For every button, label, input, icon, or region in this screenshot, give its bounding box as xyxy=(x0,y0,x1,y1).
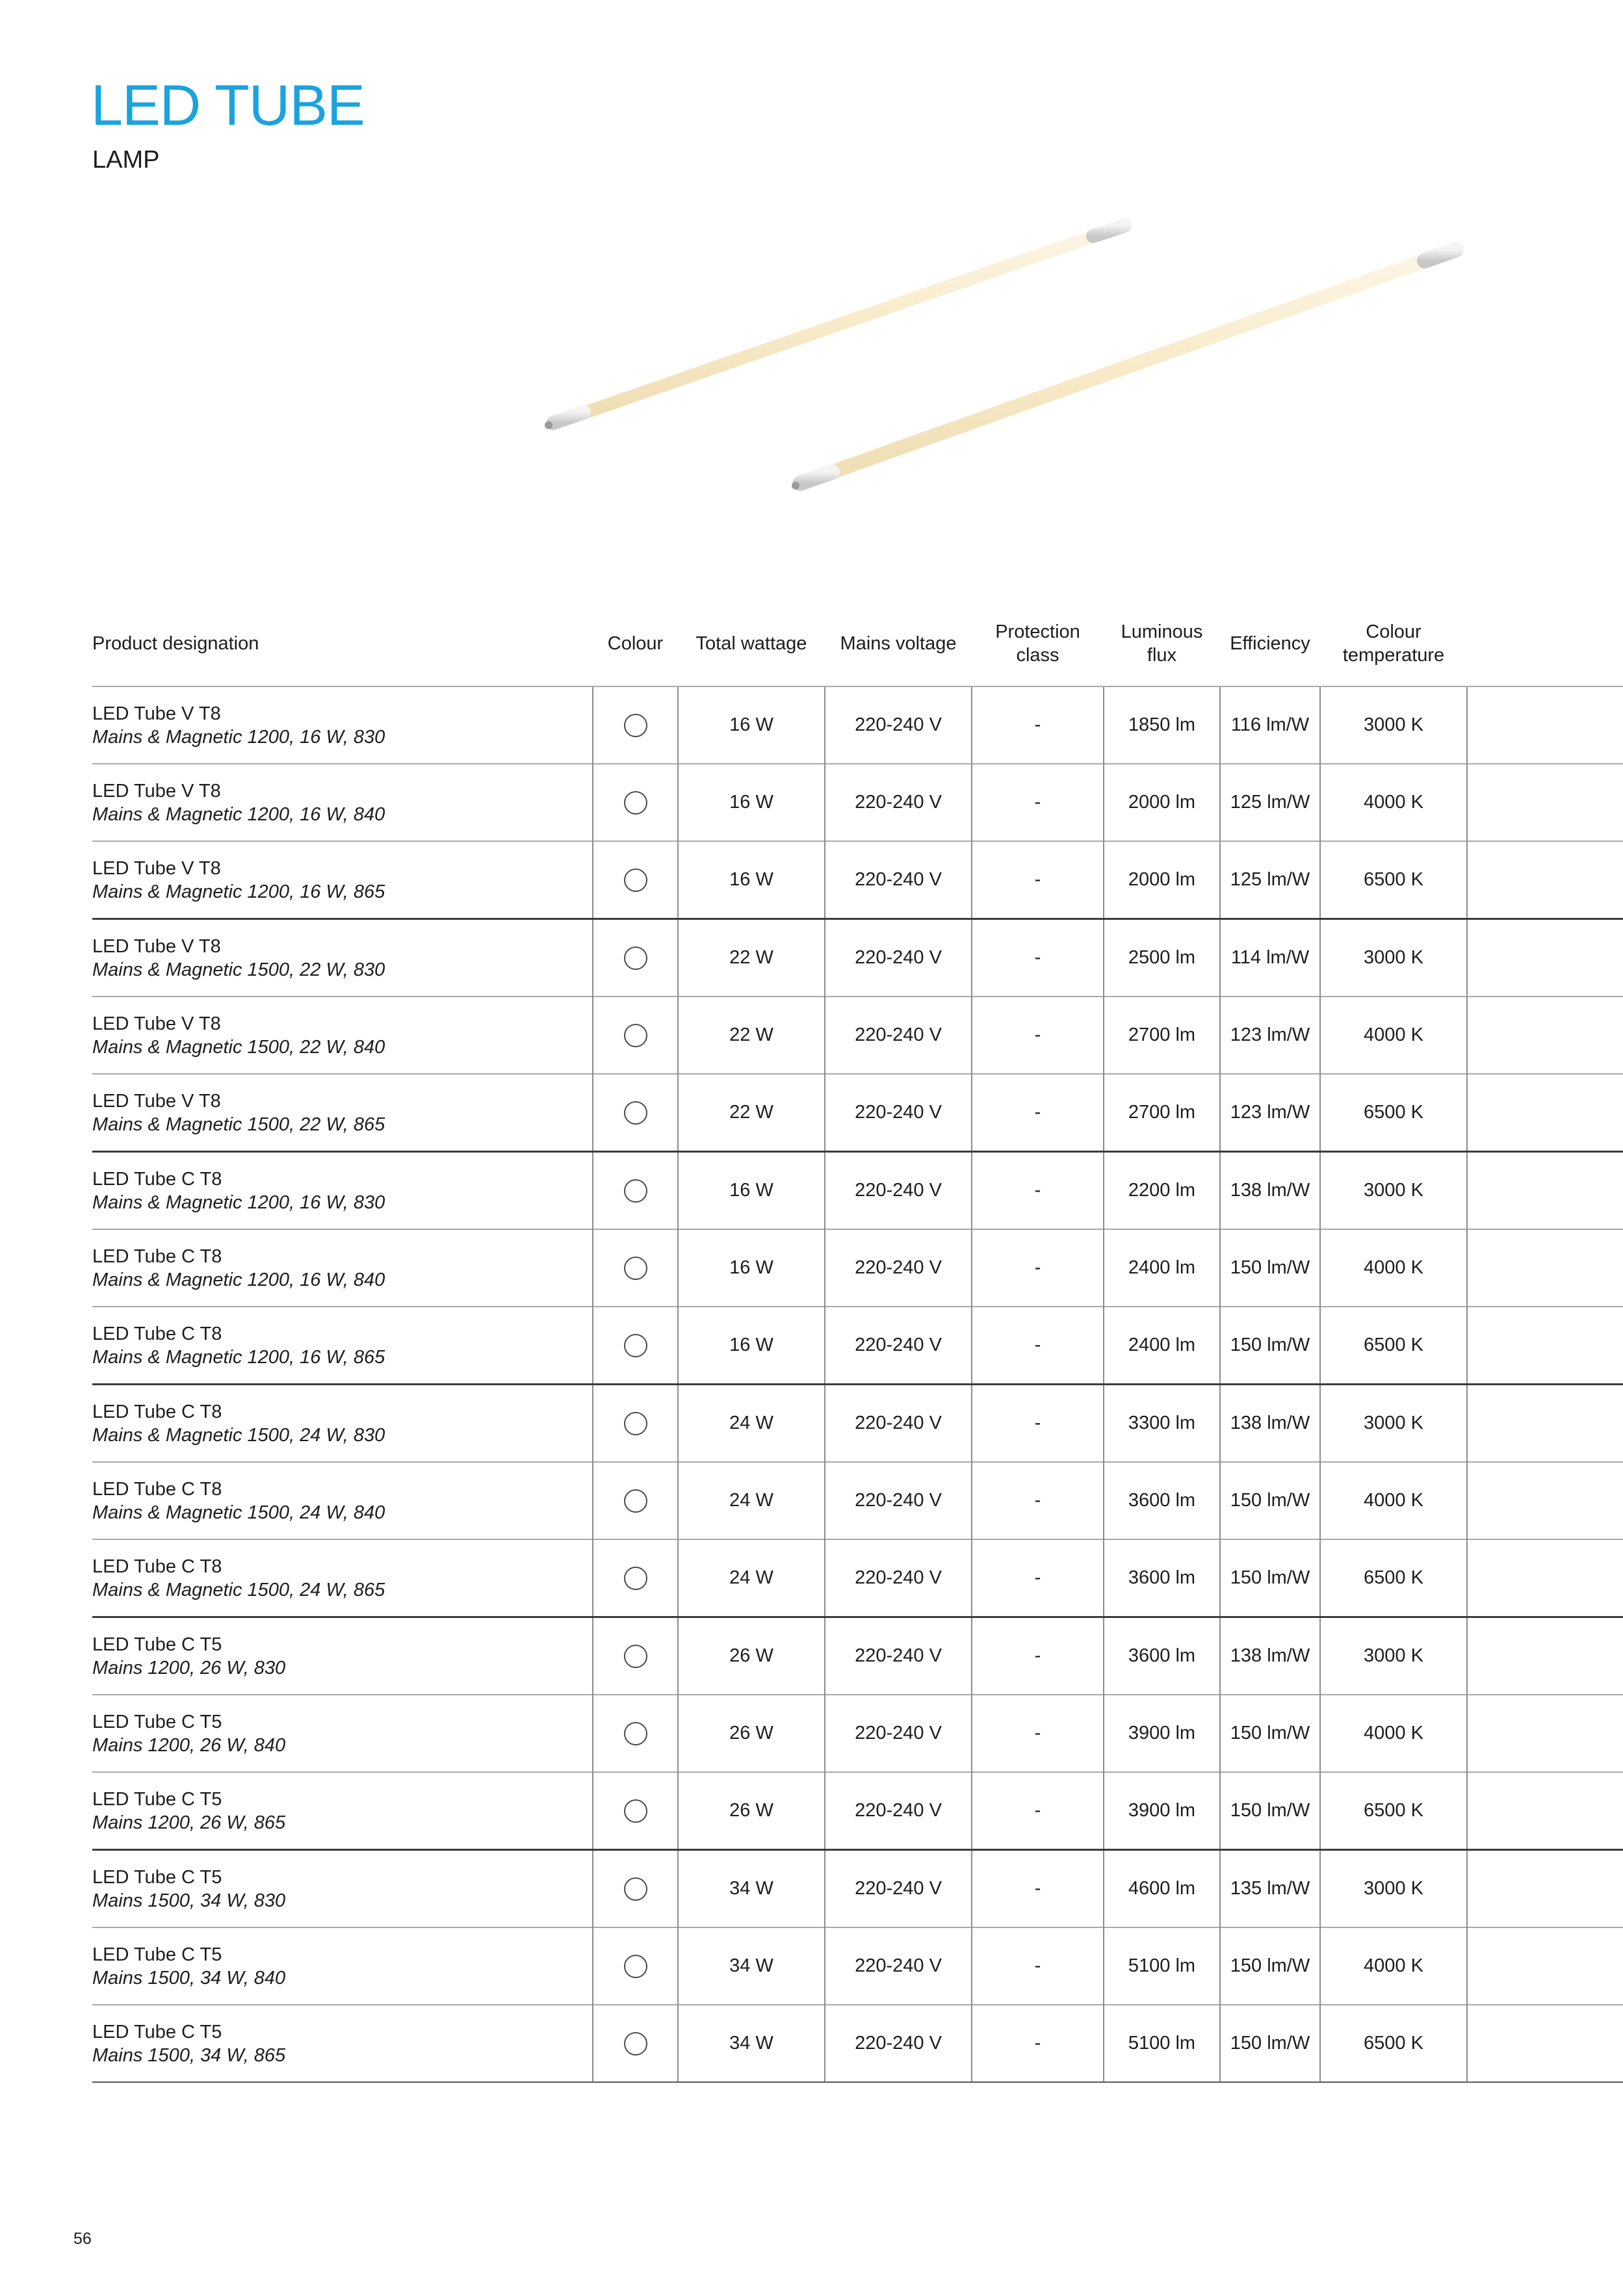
col-header-flux: Luminous flux xyxy=(1121,621,1203,666)
efficiency-cell: 123 lm/W xyxy=(1220,1074,1320,1152)
product-name: LED Tube C T8 xyxy=(92,1478,222,1500)
protection-cell: - xyxy=(972,1617,1104,1695)
product-cell xyxy=(92,1695,593,1772)
colour-swatch-icon xyxy=(624,714,647,737)
flux-cell: 3600 lm xyxy=(1104,1617,1220,1695)
wattage-cell: 22 W xyxy=(678,997,825,1074)
colour-cell xyxy=(593,1695,678,1772)
empty-cell xyxy=(1467,919,1623,997)
product-cell xyxy=(92,1927,593,2005)
colour-cell xyxy=(593,1152,678,1230)
colour-cell xyxy=(593,1462,678,1539)
cct-cell: 4000 K xyxy=(1320,1462,1467,1539)
product-cell xyxy=(92,919,593,997)
flux-cell: 3900 lm xyxy=(1104,1772,1220,1850)
efficiency-cell: 150 lm/W xyxy=(1220,1927,1320,2005)
table-row xyxy=(92,841,1623,919)
product-name: LED Tube C T5 xyxy=(92,2021,222,2042)
wattage-cell: 26 W xyxy=(678,1772,825,1850)
colour-swatch-icon xyxy=(624,1567,647,1590)
cct-cell: 4000 K xyxy=(1320,1927,1467,2005)
cct-cell: 6500 K xyxy=(1320,841,1467,919)
voltage-cell: 220-240 V xyxy=(825,997,972,1074)
colour-cell xyxy=(593,1772,678,1850)
voltage-cell: 220-240 V xyxy=(825,2005,972,2082)
wattage-cell: 16 W xyxy=(678,764,825,841)
empty-cell xyxy=(1467,1462,1623,1539)
flux-cell: 2000 lm xyxy=(1104,764,1220,841)
product-name: LED Tube C T8 xyxy=(92,1168,222,1190)
protection-cell: - xyxy=(972,1850,1104,1928)
cct-cell: 6500 K xyxy=(1320,1772,1467,1850)
efficiency-cell: 138 lm/W xyxy=(1220,1152,1320,1230)
table-row xyxy=(92,1695,1623,1772)
empty-cell xyxy=(1467,1772,1623,1850)
empty-cell xyxy=(1467,1385,1623,1463)
cct-cell: 4000 K xyxy=(1320,997,1467,1074)
product-name: LED Tube V T8 xyxy=(92,935,221,957)
colour-swatch-icon xyxy=(624,1955,647,1978)
empty-cell xyxy=(1467,1617,1623,1695)
table-header-row xyxy=(92,614,1623,686)
voltage-cell: 220-240 V xyxy=(825,764,972,841)
flux-cell: 2000 lm xyxy=(1104,841,1220,919)
empty-cell xyxy=(1467,1307,1623,1385)
colour-swatch-icon xyxy=(624,868,647,892)
protection-cell: - xyxy=(972,1229,1104,1307)
protection-cell: - xyxy=(972,1307,1104,1385)
table-row xyxy=(92,997,1623,1074)
voltage-cell: 220-240 V xyxy=(825,1462,972,1539)
table-row xyxy=(92,1617,1623,1695)
voltage-cell: 220-240 V xyxy=(825,1074,972,1152)
table-row xyxy=(92,1229,1623,1307)
table-row xyxy=(92,1074,1623,1152)
product-name: LED Tube C T5 xyxy=(92,1866,222,1888)
voltage-cell: 220-240 V xyxy=(825,1307,972,1385)
flux-cell: 2500 lm xyxy=(1104,919,1220,997)
colour-cell xyxy=(593,841,678,919)
product-name: LED Tube V T8 xyxy=(92,1013,221,1034)
colour-swatch-icon xyxy=(624,2032,647,2055)
efficiency-cell: 135 lm/W xyxy=(1220,1850,1320,1928)
protection-cell: - xyxy=(972,1385,1104,1463)
protection-cell: - xyxy=(972,686,1104,764)
wattage-cell: 24 W xyxy=(678,1539,825,1617)
product-cell xyxy=(92,764,593,841)
flux-cell: 2700 lm xyxy=(1104,1074,1220,1152)
protection-cell: - xyxy=(972,997,1104,1074)
flux-cell: 1850 lm xyxy=(1104,686,1220,764)
colour-cell xyxy=(593,1850,678,1928)
protection-cell: - xyxy=(972,1539,1104,1617)
empty-cell xyxy=(1467,1927,1623,2005)
efficiency-cell: 150 lm/W xyxy=(1220,1539,1320,1617)
empty-cell xyxy=(1467,2005,1623,2082)
colour-swatch-icon xyxy=(624,791,647,815)
col-header-wattage: Total wattage xyxy=(695,633,807,654)
empty-cell xyxy=(1467,764,1623,841)
empty-cell xyxy=(1467,1850,1623,1928)
protection-cell: - xyxy=(972,1927,1104,2005)
flux-cell: 5100 lm xyxy=(1104,1927,1220,2005)
product-cell xyxy=(92,2005,593,2082)
voltage-cell: 220-240 V xyxy=(825,1695,972,1772)
cct-cell: 4000 K xyxy=(1320,1695,1467,1772)
voltage-cell: 220-240 V xyxy=(825,1927,972,2005)
cct-cell: 4000 K xyxy=(1320,764,1467,841)
table-row xyxy=(92,1539,1623,1617)
empty-cell xyxy=(1467,1695,1623,1772)
product-description: Mains & Magnetic 1200, 16 W, 830 xyxy=(92,726,385,748)
table-row xyxy=(92,1152,1623,1230)
efficiency-cell: 116 lm/W xyxy=(1220,686,1320,764)
efficiency-cell: 150 lm/W xyxy=(1220,2005,1320,2082)
wattage-cell: 26 W xyxy=(678,1695,825,1772)
flux-cell: 2200 lm xyxy=(1104,1152,1220,1230)
col-header-product: Product designation xyxy=(92,633,259,654)
product-description: Mains & Magnetic 1200, 16 W, 840 xyxy=(92,803,385,825)
flux-cell: 4600 lm xyxy=(1104,1850,1220,1928)
protection-cell: - xyxy=(972,919,1104,997)
colour-cell xyxy=(593,1927,678,2005)
table-row xyxy=(92,1385,1623,1463)
table-row xyxy=(92,764,1623,841)
wattage-cell: 16 W xyxy=(678,1152,825,1230)
empty-cell xyxy=(1467,1229,1623,1307)
cct-cell: 3000 K xyxy=(1320,919,1467,997)
flux-cell: 3300 lm xyxy=(1104,1385,1220,1463)
product-cell xyxy=(92,1074,593,1152)
product-description: Mains 1200, 26 W, 830 xyxy=(92,1657,286,1678)
col-header-cct: Colour temperature xyxy=(1342,621,1445,666)
protection-cell: - xyxy=(972,1152,1104,1230)
cct-cell: 6500 K xyxy=(1320,2005,1467,2082)
protection-cell: - xyxy=(972,1462,1104,1539)
product-cell xyxy=(92,997,593,1074)
cct-cell: 6500 K xyxy=(1320,1074,1467,1152)
product-name: LED Tube V T8 xyxy=(92,703,221,724)
efficiency-cell: 150 lm/W xyxy=(1220,1462,1320,1539)
col-header-protection: Protection class xyxy=(995,621,1080,666)
efficiency-cell: 150 lm/W xyxy=(1220,1229,1320,1307)
colour-cell xyxy=(593,1074,678,1152)
cct-cell: 3000 K xyxy=(1320,1617,1467,1695)
product-description: Mains & Magnetic 1500, 22 W, 840 xyxy=(92,1036,385,1058)
cct-cell: 3000 K xyxy=(1320,1850,1467,1928)
product-cell xyxy=(92,1462,593,1539)
colour-swatch-icon xyxy=(624,1722,647,1745)
table-row xyxy=(92,1307,1623,1385)
table-row xyxy=(92,1462,1623,1539)
product-description: Mains & Magnetic 1200, 16 W, 840 xyxy=(92,1269,385,1290)
led-tube-front xyxy=(792,250,1456,489)
colour-cell xyxy=(593,1229,678,1307)
page-title: LED TUBE xyxy=(91,73,365,137)
voltage-cell: 220-240 V xyxy=(825,1152,972,1230)
colour-cell xyxy=(593,2005,678,2082)
voltage-cell: 220-240 V xyxy=(825,1772,972,1850)
colour-cell xyxy=(593,1539,678,1617)
colour-cell xyxy=(593,764,678,841)
colour-swatch-icon xyxy=(624,946,647,970)
wattage-cell: 16 W xyxy=(678,1307,825,1385)
product-cell xyxy=(92,841,593,919)
voltage-cell: 220-240 V xyxy=(825,1617,972,1695)
col-header-empty xyxy=(1467,614,1623,686)
product-cell xyxy=(92,1152,593,1230)
col-header-efficiency: Efficiency xyxy=(1230,633,1310,654)
empty-cell xyxy=(1467,1539,1623,1617)
product-cell xyxy=(92,1385,593,1463)
efficiency-cell: 114 lm/W xyxy=(1220,919,1320,997)
product-cell xyxy=(92,1850,593,1928)
wattage-cell: 16 W xyxy=(678,686,825,764)
voltage-cell: 220-240 V xyxy=(825,1539,972,1617)
product-description: Mains & Magnetic 1500, 22 W, 830 xyxy=(92,959,385,980)
wattage-cell: 16 W xyxy=(678,841,825,919)
empty-cell xyxy=(1467,997,1623,1074)
product-description: Mains 1500, 34 W, 865 xyxy=(92,2044,286,2066)
wattage-cell: 24 W xyxy=(678,1385,825,1463)
product-description: Mains & Magnetic 1500, 22 W, 865 xyxy=(92,1114,385,1135)
col-header-colour: Colour xyxy=(607,633,664,654)
product-name: LED Tube V T8 xyxy=(92,1090,221,1112)
product-name: LED Tube C T5 xyxy=(92,1944,222,1965)
table-row xyxy=(92,919,1623,997)
colour-swatch-icon xyxy=(624,1257,647,1280)
colour-swatch-icon xyxy=(624,1412,647,1435)
product-name: LED Tube C T8 xyxy=(92,1556,222,1577)
product-cell xyxy=(92,1617,593,1695)
colour-cell xyxy=(593,686,678,764)
col-header-voltage: Mains voltage xyxy=(840,633,957,654)
product-description: Mains & Magnetic 1500, 24 W, 865 xyxy=(92,1579,385,1600)
table-row xyxy=(92,1850,1623,1928)
colour-cell xyxy=(593,1385,678,1463)
page-subtitle: LAMP xyxy=(92,146,160,174)
product-name: LED Tube C T8 xyxy=(92,1401,222,1422)
wattage-cell: 22 W xyxy=(678,1074,825,1152)
product-name: LED Tube C T8 xyxy=(92,1246,222,1267)
wattage-cell: 24 W xyxy=(678,1462,825,1539)
cct-cell: 3000 K xyxy=(1320,686,1467,764)
colour-swatch-icon xyxy=(624,1024,647,1047)
efficiency-cell: 150 lm/W xyxy=(1220,1772,1320,1850)
page-number: 56 xyxy=(73,2230,92,2248)
flux-cell: 5100 lm xyxy=(1104,2005,1220,2082)
efficiency-cell: 125 lm/W xyxy=(1220,841,1320,919)
wattage-cell: 34 W xyxy=(678,1927,825,2005)
empty-cell xyxy=(1467,1074,1623,1152)
led-tube-product-image xyxy=(533,208,1482,507)
product-description: Mains 1500, 34 W, 840 xyxy=(92,1967,286,1989)
protection-cell: - xyxy=(972,1074,1104,1152)
efficiency-cell: 125 lm/W xyxy=(1220,764,1320,841)
product-description: Mains 1200, 26 W, 840 xyxy=(92,1734,286,1756)
colour-swatch-icon xyxy=(624,1179,647,1203)
product-name: LED Tube C T8 xyxy=(92,1323,222,1344)
product-name: LED Tube C T5 xyxy=(92,1711,222,1732)
colour-swatch-icon xyxy=(624,1489,647,1513)
product-name: LED Tube C T5 xyxy=(92,1634,222,1655)
efficiency-cell: 138 lm/W xyxy=(1220,1385,1320,1463)
product-description: Mains & Magnetic 1500, 24 W, 830 xyxy=(92,1424,385,1446)
voltage-cell: 220-240 V xyxy=(825,1850,972,1928)
flux-cell: 2700 lm xyxy=(1104,997,1220,1074)
colour-cell xyxy=(593,1307,678,1385)
product-name: LED Tube C T5 xyxy=(92,1788,222,1810)
table-row xyxy=(92,2005,1623,2082)
cct-cell: 4000 K xyxy=(1320,1229,1467,1307)
voltage-cell: 220-240 V xyxy=(825,1385,972,1463)
cct-cell: 3000 K xyxy=(1320,1385,1467,1463)
voltage-cell: 220-240 V xyxy=(825,841,972,919)
efficiency-cell: 123 lm/W xyxy=(1220,997,1320,1074)
empty-cell xyxy=(1467,686,1623,764)
protection-cell: - xyxy=(972,2005,1104,2082)
voltage-cell: 220-240 V xyxy=(825,686,972,764)
flux-cell: 3900 lm xyxy=(1104,1695,1220,1772)
table-row xyxy=(92,686,1623,764)
product-cell xyxy=(92,1539,593,1617)
voltage-cell: 220-240 V xyxy=(825,919,972,997)
protection-cell: - xyxy=(972,1695,1104,1772)
table-row xyxy=(92,1772,1623,1850)
colour-swatch-icon xyxy=(624,1101,647,1125)
product-description: Mains 1500, 34 W, 830 xyxy=(92,1890,286,1911)
wattage-cell: 26 W xyxy=(678,1617,825,1695)
product-cell xyxy=(92,1307,593,1385)
efficiency-cell: 138 lm/W xyxy=(1220,1617,1320,1695)
colour-swatch-icon xyxy=(624,1799,647,1823)
voltage-cell: 220-240 V xyxy=(825,1229,972,1307)
wattage-cell: 34 W xyxy=(678,1850,825,1928)
empty-cell xyxy=(1467,1152,1623,1230)
colour-swatch-icon xyxy=(624,1877,647,1901)
product-description: Mains & Magnetic 1200, 16 W, 865 xyxy=(92,881,385,902)
wattage-cell: 34 W xyxy=(678,2005,825,2082)
empty-cell xyxy=(1467,841,1623,919)
efficiency-cell: 150 lm/W xyxy=(1220,1307,1320,1385)
protection-cell: - xyxy=(972,1772,1104,1850)
cct-cell: 6500 K xyxy=(1320,1539,1467,1617)
colour-cell xyxy=(593,997,678,1074)
product-description: Mains & Magnetic 1500, 24 W, 840 xyxy=(92,1502,385,1523)
product-cell xyxy=(92,1772,593,1850)
product-description: Mains & Magnetic 1200, 16 W, 830 xyxy=(92,1192,385,1213)
protection-cell: - xyxy=(972,841,1104,919)
colour-swatch-icon xyxy=(624,1334,647,1357)
product-cell xyxy=(92,686,593,764)
product-description: Mains 1200, 26 W, 865 xyxy=(92,1812,286,1833)
colour-swatch-icon xyxy=(624,1645,647,1668)
product-description: Mains & Magnetic 1200, 16 W, 865 xyxy=(92,1346,385,1368)
specification-table xyxy=(92,614,1623,2083)
cct-cell: 3000 K xyxy=(1320,1152,1467,1230)
efficiency-cell: 150 lm/W xyxy=(1220,1695,1320,1772)
table-row xyxy=(92,1927,1623,2005)
flux-cell: 3600 lm xyxy=(1104,1539,1220,1617)
colour-cell xyxy=(593,919,678,997)
colour-cell xyxy=(593,1617,678,1695)
product-name: LED Tube V T8 xyxy=(92,857,221,879)
protection-cell: - xyxy=(972,764,1104,841)
flux-cell: 3600 lm xyxy=(1104,1462,1220,1539)
wattage-cell: 16 W xyxy=(678,1229,825,1307)
cct-cell: 6500 K xyxy=(1320,1307,1467,1385)
product-name: LED Tube V T8 xyxy=(92,780,221,802)
wattage-cell: 22 W xyxy=(678,919,825,997)
flux-cell: 2400 lm xyxy=(1104,1307,1220,1385)
flux-cell: 2400 lm xyxy=(1104,1229,1220,1307)
product-cell xyxy=(92,1229,593,1307)
